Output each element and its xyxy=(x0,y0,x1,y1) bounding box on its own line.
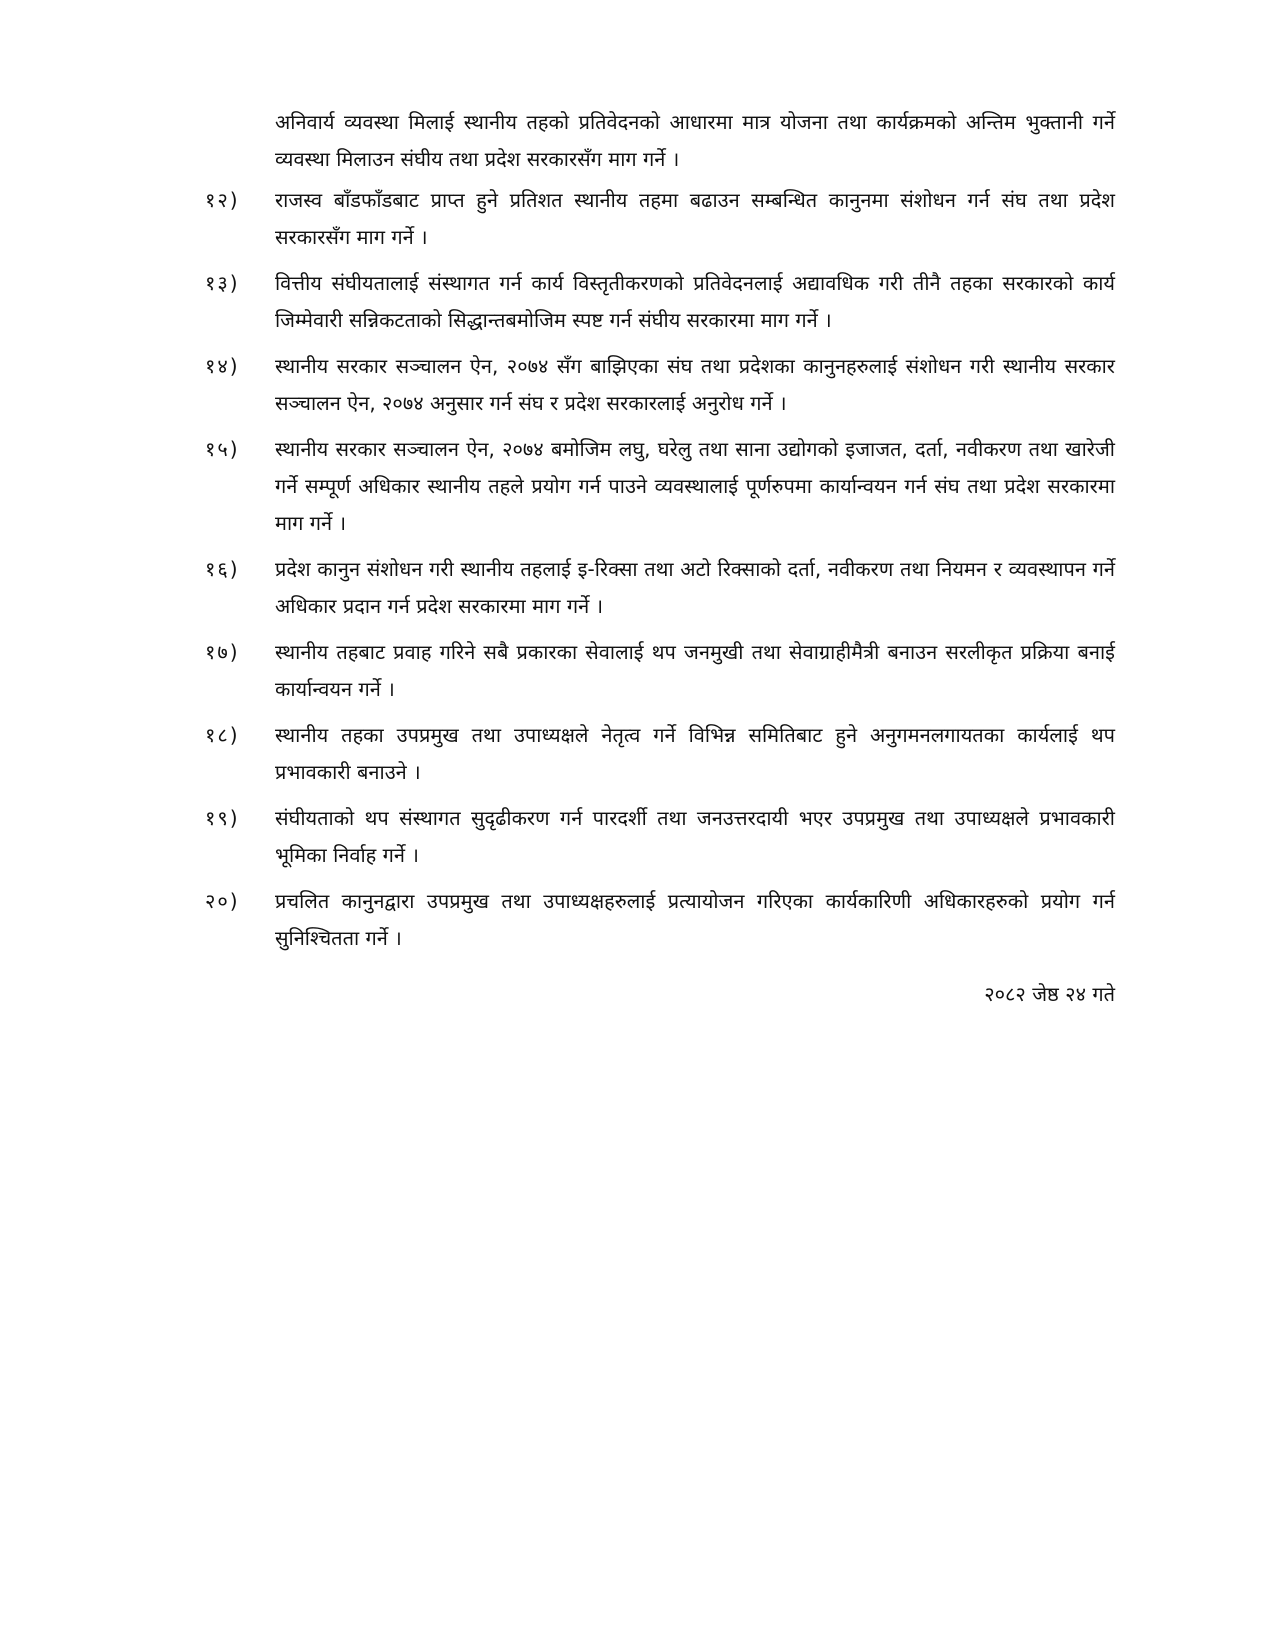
item-text: वित्तीय संघीयतालाई संस्थागत गर्न कार्य विस्तृतीकरणको प्रतिवेदनलाई अद्यावधिक गरी तीनै तहका सरकारको कार्य जिम्मेवारी सन्निकटताको सिद्धान्तबमोजिम स्पष्ट गर्न संघीय सरकारमा माग गर्ने । xyxy=(275,271,1115,332)
list-item xyxy=(205,348,1115,422)
list-item xyxy=(205,800,1115,874)
item-text: स्थानीय तहका उपप्रमुख तथा उपाध्यक्षले नेतृत्व गर्ने विभिन्न समितिबाट हुने अनुगमनलगायतका कार्यलाई थप प्रभावकारी बनाउने । xyxy=(275,723,1115,784)
item-number: १९) xyxy=(205,806,240,830)
item-text: संघीयताको थप संस्थागत सुदृढीकरण गर्न पारदर्शी तथा जनउत्तरदायी भएर उपप्रमुख तथा उपाध्यक्षले प्रभावकारी भूमिका निर्वाह गर्ने । xyxy=(275,806,1115,867)
list-item xyxy=(205,717,1115,791)
item-number: १४) xyxy=(205,354,240,378)
item-text: प्रदेश कानुन संशोधन गरी स्थानीय तहलाई इ-रिक्सा तथा अटो रिक्साको दर्ता, नवीकरण तथा नियमन र व्यवस्थापन गर्ने अधिकार प्रदान गर्न प्रदेश सरकारमा माग गर्ने । xyxy=(275,557,1115,618)
item-number: १५) xyxy=(205,437,240,461)
list-item xyxy=(205,265,1115,339)
item-number: २०) xyxy=(205,889,240,913)
item-number: १२) xyxy=(205,188,240,212)
list-item xyxy=(205,551,1115,625)
item-number: १६) xyxy=(205,557,240,581)
continuation-paragraph: अनिवार्य व्यवस्था मिलाई स्थानीय तहको प्रतिवेदनको आधारमा मात्र योजना तथा कार्यक्रमको अन्तिम भुक्तानी गर्ने व्यवस्था मिलाउन संघीय तथा प्रदेश सरकारसँग माग गर्ने । xyxy=(275,110,1115,171)
document-date: २०८२ जेष्ठ २४ गते xyxy=(984,982,1115,1006)
list-item xyxy=(205,431,1115,542)
numbered-list xyxy=(205,182,1115,966)
item-number: १८) xyxy=(205,723,240,747)
item-number: १३) xyxy=(205,271,240,295)
item-text: राजस्व बाँडफाँडबाट प्राप्त हुने प्रतिशत स्थानीय तहमा बढाउन सम्बन्धित कानुनमा संशोधन गर्न संघ तथा प्रदेश सरकारसँग माग गर्ने । xyxy=(275,188,1115,249)
list-item xyxy=(205,883,1115,957)
item-text: स्थानीय सरकार सञ्चालन ऐन, २०७४ बमोजिम लघु, घरेलु तथा साना उद्योगको इजाजत, दर्ता, नवीकरण तथा खारेजी गर्ने सम्पूर्ण अधिकार स्थानीय तहले प्रयोग गर्न पाउने व्यवस्थालाई पूर्णरुपमा कार्यान्वयन गर्न संघ तथा प्रदेश सरकारमा माग गर्ने । xyxy=(275,437,1115,535)
list-item xyxy=(205,182,1115,256)
list-item xyxy=(205,634,1115,708)
item-text: प्रचलित कानुनद्वारा उपप्रमुख तथा उपाध्यक्षहरुलाई प्रत्यायोजन गरिएका कार्यकारिणी अधिकारहरुको प्रयोग गर्न सुनिश्चितता गर्ने । xyxy=(275,889,1115,950)
item-text: स्थानीय सरकार सञ्चालन ऐन, २०७४ सँग बाझिएका संघ तथा प्रदेशका कानुनहरुलाई संशोधन गरी स्थानीय सरकार सञ्चालन ऐन, २०७४ अनुसार गर्न संघ र प्रदेश सरकारलाई अनुरोध गर्ने । xyxy=(275,354,1115,415)
item-number: १७) xyxy=(205,640,240,664)
item-text: स्थानीय तहबाट प्रवाह गरिने सबै प्रकारका सेवालाई थप जनमुखी तथा सेवाग्राहीमैत्री बनाउन सरलीकृत प्रक्रिया बनाई कार्यान्वयन गर्ने । xyxy=(275,640,1115,701)
